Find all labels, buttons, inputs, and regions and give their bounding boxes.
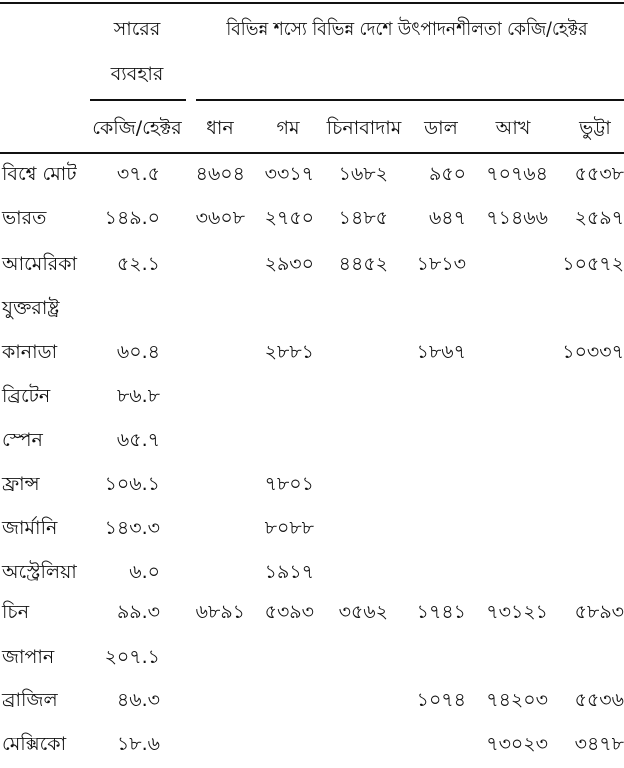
crop-header: গম <box>276 117 300 139</box>
row-country: জার্মানি <box>2 517 58 539</box>
row-country: অস্ট্রেলিয়া <box>2 561 77 583</box>
row-yield-value: ১৪৮৫ <box>338 207 388 229</box>
row-fert-value: ৪৬.৩ <box>116 689 160 711</box>
row-country: বিশ্বে মোট <box>2 163 77 185</box>
row-yield-value: ১৭৪১ <box>416 601 466 623</box>
row-yield-value: ২৫৯৭ <box>574 207 624 229</box>
row-country: স্পেন <box>2 429 43 451</box>
row-yield-value: ২৭৫০ <box>264 207 314 229</box>
row-yield-value: ৫৩৯৩ <box>264 601 314 623</box>
fert-header-line2: ব্যবহার <box>110 63 164 85</box>
row-yield-value: ১৬৮২ <box>338 163 388 185</box>
row-yield-value: ৩৬০৮ <box>195 207 245 229</box>
row-fert-value: ৩৭.৫ <box>116 163 160 185</box>
row-yield-value: ১৮১৩ <box>416 253 466 275</box>
row-country: কানাডা <box>2 341 58 363</box>
row-yield-value: ৫৫৩৬ <box>574 689 624 711</box>
row-yield-value: ৭৩১২১ <box>486 601 548 623</box>
row-fert-value: ১০৬.১ <box>104 473 160 495</box>
row-yield-value: ৬৪৭ <box>428 207 466 229</box>
row-yield-value: ৮০৮৮ <box>264 517 314 539</box>
row-country: জাপান <box>2 646 55 668</box>
row-country-line2: যুক্তরাষ্ট্র <box>2 297 60 319</box>
row-country: আমেরিকা <box>2 253 78 275</box>
row-yield-value: ১০৭৪ <box>416 689 466 711</box>
row-fert-value: ১৪৩.৩ <box>104 517 160 539</box>
row-fert-value: ৫২.১ <box>116 253 160 275</box>
row-yield-value: ৫৫৩৮ <box>574 163 624 185</box>
fert-header-line1: সারের <box>113 18 161 40</box>
fert-unit-header: কেজি/হেক্টর <box>92 117 182 139</box>
row-yield-value: ২৮৮১ <box>264 341 314 363</box>
row-yield-value: ৭৩০২৩ <box>486 733 548 755</box>
row-yield-value: ৩৪৭৮ <box>574 733 624 755</box>
row-yield-value: ৩৫৬২ <box>338 601 388 623</box>
row-yield-value: ৫৮৯৩ <box>574 601 624 623</box>
row-yield-value: ৪৬০৪ <box>195 163 245 185</box>
row-country: ফ্রান্স <box>2 473 40 495</box>
crop-header: চিনাবাদাম <box>326 117 402 139</box>
row-yield-value: ৪৪৫২ <box>338 253 388 275</box>
row-yield-value: ৭০৭৬৪ <box>486 163 548 185</box>
row-yield-value: ১৯১৭ <box>264 561 314 583</box>
row-yield-value: ৩৩১৭ <box>264 163 314 185</box>
row-fert-value: ৬৫.৭ <box>116 429 160 451</box>
row-fert-value: ১৪৯.০ <box>104 207 160 229</box>
row-yield-value: ৯৫০ <box>428 163 466 185</box>
top-rule <box>0 2 624 4</box>
row-yield-value: ৬৮৯১ <box>195 601 245 623</box>
row-fert-value: ৮৬.৮ <box>116 385 160 407</box>
row-fert-value: ১৮.৬ <box>116 733 160 755</box>
row-country: মেক্সিকো <box>2 733 67 755</box>
crop-header: ধান <box>206 117 234 139</box>
crop-header: ভুট্টা <box>579 117 611 139</box>
row-yield-value: ২৯৩০ <box>264 253 314 275</box>
row-yield-value: ১০৩৩৭ <box>562 341 624 363</box>
yield-header: বিভিন্ন শস্যে বিভিন্ন দেশে উৎপাদনশীলতা কেজি/হেক্টর <box>226 18 588 40</box>
row-fert-value: ৯৯.৩ <box>116 601 160 623</box>
row-fert-value: ৬.০ <box>129 561 160 583</box>
yield-header-rule <box>196 99 624 101</box>
row-country: ব্রাজিল <box>2 689 58 711</box>
row-yield-value: ৭৮০১ <box>264 473 314 495</box>
row-country: ভারত <box>2 207 47 229</box>
row-yield-value: ৭৪২০৩ <box>486 689 548 711</box>
row-fert-value: ৬০.৪ <box>116 341 160 363</box>
row-yield-value: ১৮৬৭ <box>416 341 466 363</box>
row-country: চিন <box>2 601 30 623</box>
row-yield-value: ১০৫৭২ <box>562 253 624 275</box>
row-yield-value: ৭১৪৬৬ <box>486 207 548 229</box>
row-fert-value: ২০৭.১ <box>104 646 160 668</box>
fert-header-rule <box>90 99 186 101</box>
crop-header: ডাল <box>424 117 458 139</box>
crop-header: আখ <box>495 117 531 139</box>
row-country: ব্রিটেন <box>2 385 51 407</box>
column-header-rule <box>0 152 624 154</box>
